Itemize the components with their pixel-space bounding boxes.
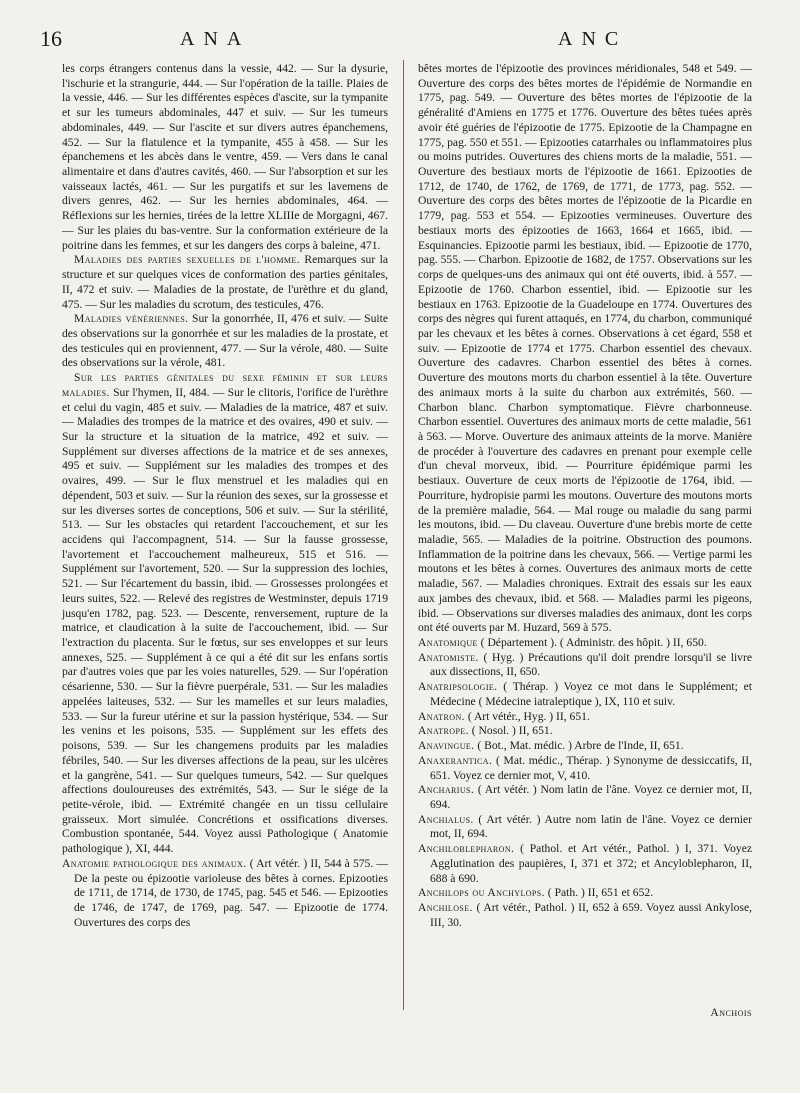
subsection-venereal: Maladies vénériennes. Sur la gonorrhée, II, 476 et suiv. — Suite des observations sur la gonorrhée et sur les maladies de la prostate, et des testicules qui en proviennent, 477. — Sur la vérole, 480. — Suite des observations sur la vérole, 481. bbox=[62, 312, 388, 370]
entry-headword: Anchiloblepharon. bbox=[418, 842, 515, 856]
entry-headword: Anchilops ou Anchylops. bbox=[418, 886, 545, 900]
page-header bbox=[0, 26, 800, 56]
subsection-female-genital: Sur les parties génitales du sexe féminin et sur leurs maladies. Sur l'hymen, II, 484. — Sur le clitoris, l'orifice de l'urèthre et celui du vagin, 485 et suiv. — Maladies de la matrice, 487 et suiv. — Maladies des trompes de la matrice et des ovaires, 490 et suiv. — Sur la structure et la situation de la matrice, 492 et suiv. — Supplément sur diverses affections de la matrice et de ses annexes, 495 et suiv. — Supplément sur les maladies des trompes et des ovaires, 499. — Sur le flux menstruel et les maladies qui en dépendent, 503 et suiv. — Sur la réunion des sexes, sur la grossesse et sur les diverses sortes de conceptions, 506 et suiv. — Sur la stérilité, 513. — Sur les obstacles qui retardent l'accouchement, et sur les accidens qui l'accompagnent, 514. — Sur la fausse grossesse, l'avortement et l'accouchement malheureux, 515 et 516. — Supplément sur l'avortement, 520. — Sur la suppression des lochies, 521. — Sur l'écartement du bassin, ibid. — Grossesses prolongées et leurs suites, 522. — Relevé des registres de Westminster, depuis 1719 jusqu'en 1782, pag. 523. — Descente, renversement, rupture de la matrice, et claudication à la suite de l'accouchement, ibid. — Sur l'extraction du placenta. Sur le fœtus, sur ses enveloppes et sur leurs annexes, 525. — Supplément à ce qui a été dit sur les enfans sortis par d'autres voies que par les voies naturelles, 529. — Sur l'opération césarienne, 530. — Sur la fièvre puerpérale, 531. — Sur les maladies appelées laiteuses, 532. — Sur les mamelles et sur leurs maladies, 533. — Sur la fureur utérine et sur la passion hystérique, 534. — Sur les venins et les poisons, 535. — Supplément sur les effets des poisons, 539. — Sur les changemens produits par les maladies fébriles, 540. — Sur les diverses affections de la peau, sur les ulcères et la gangrène, 541. — Sur quelques tumeurs, 542. — Sur quelques affections douloureuses des extrémités, 543. — Sur le siége de la petite-vérole, ibid. — Extrémité changée en un tissu cellulaire graisseux. Mort simulée. Concrétions et ossifications diverses. Combustion spontanée, 544. Voyez aussi Pathologique ( Anatomie pathologique ), XI, 444. bbox=[62, 371, 388, 856]
entry-headword: Anaxerantica. bbox=[418, 753, 493, 767]
entry-headword: Anavingue. bbox=[418, 739, 475, 753]
entry-headword: Anchilose. bbox=[418, 900, 473, 914]
entry-anchilops: Anchilops ou Anchylops. ( Path. ) II, 651 et 652. bbox=[418, 886, 654, 900]
entry-anatripsologie: Anatripsologie. ( Thérap. ) Voyez ce mot dans le Supplément; et Médecine ( Médecine iatraleptique ), IX, 110 et suiv. bbox=[418, 680, 752, 708]
entry-headword: Ancharius. bbox=[418, 783, 475, 797]
entry-anaxerantica: Anaxerantica. ( Mat. médic., Thérap. ) Synonyme de dessiccatifs, II, 651. Voyez ce dernier mot, V, 410. bbox=[418, 753, 752, 782]
entry-anavingue: Anavingue. ( Bot., Mat. médic. ) Arbre de l'Inde, II, 651. bbox=[418, 739, 684, 753]
entry-anchialus: Anchialus. ( Art vétér. ) Autre nom latin de l'âne. Voyez ce dernier mot, II, 694. bbox=[418, 812, 752, 841]
page-number: 16 bbox=[40, 26, 62, 51]
subsection-heading: Maladies vénériennes. bbox=[74, 312, 189, 326]
subsection-heading: Sur les parties génitales du sexe féminin et sur leurs maladies. bbox=[62, 371, 388, 399]
entry-anchiloblepharon: Anchiloblepharon. ( Pathol. et Art vétér., Pathol. ) I, 371. Voyez Agglutination des paupières, I, 371 et 372; et Ancyloblepharon, II, 688 à 690. bbox=[418, 842, 752, 885]
entry-headword: Anatomie pathologique des animaux. bbox=[62, 856, 247, 870]
right-column bbox=[418, 62, 752, 930]
left-column bbox=[62, 62, 388, 930]
catchword: Anchois bbox=[710, 1007, 752, 1019]
entry-headword: Anatomique bbox=[418, 636, 478, 650]
entry-text-continuation: bêtes mortes de l'épizootie des provinces méridionales, 548 et 549. — Ouverture des corps des bêtes mortes de l'épidémie de Normandie en 1775, pag. 549. — Ouverture des bêtes mortes de l'épizootie de la généralité d'Amiens en 1775 et 1776. Ouverture des bêtes tuées après avoir été guéries de l'épizootie de 1775. Epizootie de la Champagne en 1775, pag. 550 et 551. — Epizooties catarrhales ou inflammatoires plus ou moins putrides. Ouvertures des chiens morts de la maladie, 551. — Ouverture des bestiaux morts de l'épizootie de 1661. Epizooties de 1712, de 1740, de 1762, de 1769, de 1771, de 1773, pag. 552. — Ouverture des corps des bêtes mortes de l'épizootie de la Picardie en 1779, pag. 553 et 554. — Epizooties vermineuses. Ouverture des bestiaux morts des épizooties de 1663, 1664 et 1665, ibid. — Esquinancies. Epizootie parmi les bestiaux, ibid. — Epizootie de 1770, pag. 555. — Charbon. Epizootie de 1682, de 1757. Observations sur les corps de quelques-uns des animaux qui ont été ouverts, ibid. à 557. — Epizootie de 1760. Charbon essentiel, ibid. — Epizootie sur les bestiaux en 1763. Epizootie de la Guadeloupe en 1774. Ouvertures des corps des nègres qui furent attaqués, en 1774, du charbon, communiqué par les chevaux et les bêtes à cornes. Observations à cet égard, 558 et suiv. — Epizootie de 1774 et 1775. Charbon essentiel des chevaux. Ouverture des cadavres. Charbon essentiel des bêtes à cornes. Ouverture des moutons morts du charbon essentiel à la tête. Ouverture des animaux morts à la suite du charbon aux extrémités, 560. — Charbon blanc. Charbon symptomatique. Fièvre charbonneuse. Charbon essentiel. Ouvertures des animaux morts de cette maladie, 561 à 563. — Morve. Ouverture des animaux atteints de la morve. Manière de procéder à l'ouverture des cadavres en prenant pour exemple celle d'un cheval morveux, ibid. — Pourriture épidémique parmi les bestiaux. Ouverture de ceux morts de l'épizootie de 1764, ibid. — Pourriture, hydropisie parmi les moutons. Ouverture des moutons morts de la première maladie, 564. — Mal rouge ou maladie du sang parmi les moutons, ibid. — Du claveau. Ouverture d'une brebis morte de cette maladie, 565. — Maladies de la poitrine. Obstruction des poumons. Inflammation de la poitrine dans les chevaux, 566. — Vertige parmi les moutons et les bêtes à cornes. Ouvertures des animaux morts de cette maladie, 567. — Maladies chroniques. Extrait des essais sur les eaux aux jambes des chevaux, ibid. et 568. — Maladies parmi les pigeons, ibid. — Observations sur diverses maladies des animaux, dont les corps ont été ouverts par M. Huzard, 569 à 575. bbox=[418, 62, 752, 635]
subsection-male-genital: Maladies des parties sexuelles de l'homme. Remarques sur la structure et sur quelques vices de conformation des parties génitales, II, 472 et suiv. — Maladies de la prostate, de l'urèthre et du gland, 475. — Sur les maladies du scrotum, des testicules, 476. bbox=[62, 253, 388, 311]
column-rule bbox=[403, 60, 404, 1010]
entry-headword: Anatripsologie. bbox=[418, 680, 498, 694]
entry-anatron: Anatron. ( Art vétér., Hyg. ) II, 651. bbox=[418, 709, 590, 723]
entry-headword: Anchialus. bbox=[418, 812, 474, 826]
entry-headword: Anatrope. bbox=[418, 724, 469, 738]
entry-ancharius: Ancharius. ( Art vétér. ) Nom latin de l'âne. Voyez ce dernier mot, II, 694. bbox=[418, 783, 752, 811]
entry-anatomie-pathologique-animaux: Anatomie pathologique des animaux. ( Art vétér. ) II, 544 à 575. — De la peste ou épizootie varioleuse des bêtes à cornes. Epizooties de 1711, de 1714, de 1730, de 1745, pag. 545 et 546. — Epizooties de 1746, de 1747, de 1769, pag. 547. — Epizootie de 1774. Ouvertures des corps des bbox=[62, 856, 389, 929]
running-head-right: ANC bbox=[558, 28, 628, 50]
entry-anatomique: Anatomique ( Département ). ( Administr. des hôpit. ) II, 650. bbox=[418, 636, 707, 650]
entry-anchilose: Anchilose. ( Art vétér., Pathol. ) II, 652 à 659. Voyez aussi Ankylose, III, 30. bbox=[418, 900, 752, 929]
entry-headword: Anatron. bbox=[418, 709, 465, 723]
subsection-heading: Maladies des parties sexuelles de l'homme. bbox=[74, 253, 300, 267]
entry-anatrope: Anatrope. ( Nosol. ) II, 651. bbox=[418, 724, 553, 738]
running-head-left: ANA bbox=[180, 28, 251, 50]
entry-text-continuation: les corps étrangers contenus dans la vessie, 442. — Sur la dysurie, l'ischurie et la strangurie, 444. — Sur l'opération de la taille. Plaies de la vessie, 446. — Sur les différentes espèces d'ascite, sur la tympanite et sur les tumeurs abdominales, 447 et suiv. — Sur les tumeurs abdominales, 449. — Sur l'ascite et sur divers autres épanchemens, 452. — Sur la flatulence et la tympanite, 455 à 458. — Sur les épanchemens et les abcès dans le ventre, 459. — Vers dans le canal alimentaire et dans d'autres cavités, 460. — Sur l'absorption et sur les vaisseaux lactés, 461. — Sur les purgatifs et sur les lavemens de divers genres, 462. — Sur les hernies abdominales, 464. — Réflexions sur les hernies, tirées de la lettre XLIIIe de Morgagni, 467. — Sur les plaies du bas-ventre. Sur la conformation extérieure de la poitrine dans les femmes, et sur les dangers des corps à baleine, 471. bbox=[62, 62, 388, 252]
entry-headword: Anatomiste. bbox=[418, 650, 479, 664]
entry-anatomiste: Anatomiste. ( Hyg. ) Précautions qu'il doit prendre lorsqu'il se livre aux dissections, II, 650. bbox=[418, 650, 752, 679]
